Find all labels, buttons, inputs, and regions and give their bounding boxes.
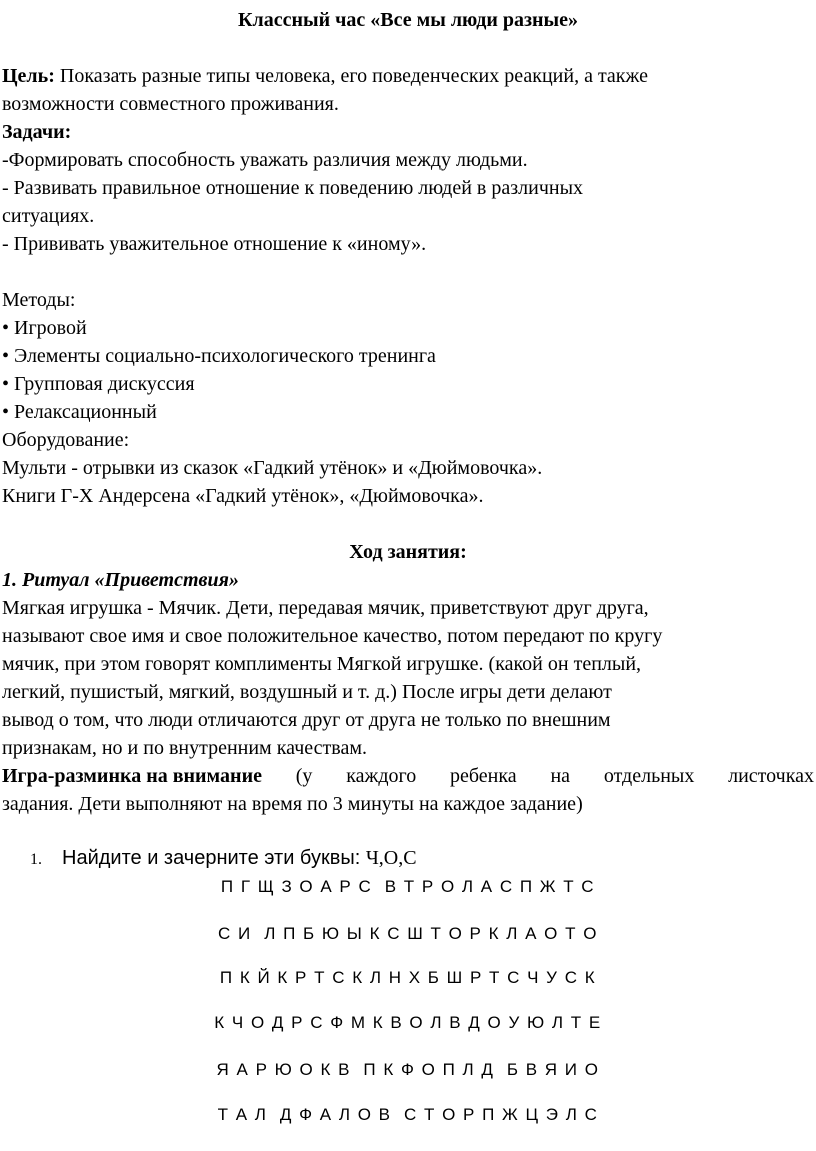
exercise-instruction — [30, 844, 417, 874]
warmup-word: листочках — [728, 765, 814, 787]
letter-row: Т А Л Д Ф А Л О В С Т О Р П Ж Ц Э Л С — [217, 1105, 599, 1124]
warmup-line-1 — [2, 762, 814, 790]
ritual-text-line: признакам, но и по внутренним качествам. — [2, 737, 367, 759]
document-title: Классный час «Все мы люди разные» — [237, 9, 579, 31]
ritual-heading: 1. Ритуал «Приветствия» — [2, 569, 239, 591]
method-item: • Групповая дискуссия — [2, 373, 195, 395]
ritual-text-line: легкий, пушистый, мягкий, воздушный и т. д.) После игры дети делают — [2, 681, 612, 703]
letter-row: П К Й К Р Т С К Л Н Х Б Ш Р Т С Ч У С К — [219, 968, 597, 987]
warmup-word: отдельных — [603, 765, 695, 787]
task-item: - Развивать правильное отношение к поведению людей в различных — [2, 177, 584, 199]
exercise-number: 1. — [30, 851, 42, 868]
equipment-item: Мульти - отрывки из сказок «Гадкий утёнок» и «Дюймовочка». — [2, 457, 543, 479]
ritual-text-line: Мягкая игрушка - Мячик. Дети, передавая мячик, приветствуют друг друга, — [2, 597, 649, 619]
task-item: -Формировать способность уважать различия между людьми. — [2, 149, 528, 171]
task-item: - Прививать уважительное отношение к «иному». — [2, 233, 427, 255]
goal-line-1 — [2, 62, 648, 90]
task-item: ситуациях. — [2, 205, 95, 227]
method-item: • Релаксационный — [2, 401, 157, 423]
letter-row: П Г Щ З О А Р С В Т Р О Л А С П Ж Т С — [220, 877, 596, 896]
methods-heading: Методы: — [2, 289, 76, 311]
tasks-heading: Задачи: — [2, 121, 72, 143]
exercise-text: Найдите и зачерните эти буквы: — [62, 847, 366, 869]
ritual-text-line: мячик, при этом говорят комплименты Мягкой игрушке. (какой он теплый, — [2, 653, 642, 675]
ritual-text-line: вывод о том, что люди отличаются друг от друга не только по внешним — [2, 709, 611, 731]
method-item: • Игровой — [2, 317, 87, 339]
letter-row: К Ч О Д Р С Ф М К В О Л В Д О У Ю Л Т Е — [214, 1013, 602, 1032]
warmup-word: ребенка — [450, 765, 517, 787]
warmup-label: Игра-разминка на внимание — [2, 765, 262, 787]
method-item: • Элементы социально-психологического тренинга — [2, 345, 436, 367]
letter-row: С И Л П Б Ю Ы К С Ш Т О Р К Л А О Т О — [218, 924, 598, 943]
equipment-item: Книги Г-Х Андерсена «Гадкий утёнок», «Дюймовочка». — [2, 485, 484, 507]
letter-row: Я А Р Ю О К В П К Ф О П Л Д Б В Я И О — [216, 1060, 600, 1079]
ritual-text-line: называют свое имя и свое положительное качество, потом передают по кругу — [2, 625, 663, 647]
warmup-line-2: задания. Дети выполняют на время по 3 минуты на каждое задание) — [2, 793, 583, 815]
equipment-heading: Оборудование: — [2, 429, 130, 451]
warmup-word: на — [550, 765, 571, 787]
goal-text: Показать разные типы человека, его поведенческих реакций, а также — [54, 65, 648, 87]
goal-line-2: возможности совместного проживания. — [2, 93, 339, 115]
goal-label: Цель: — [2, 65, 55, 87]
lesson-heading: Ход занятия: — [349, 541, 467, 563]
warmup-word: каждого — [346, 765, 417, 787]
warmup-word: (у — [295, 765, 313, 787]
exercise-letters: Ч,О,С — [365, 847, 417, 869]
